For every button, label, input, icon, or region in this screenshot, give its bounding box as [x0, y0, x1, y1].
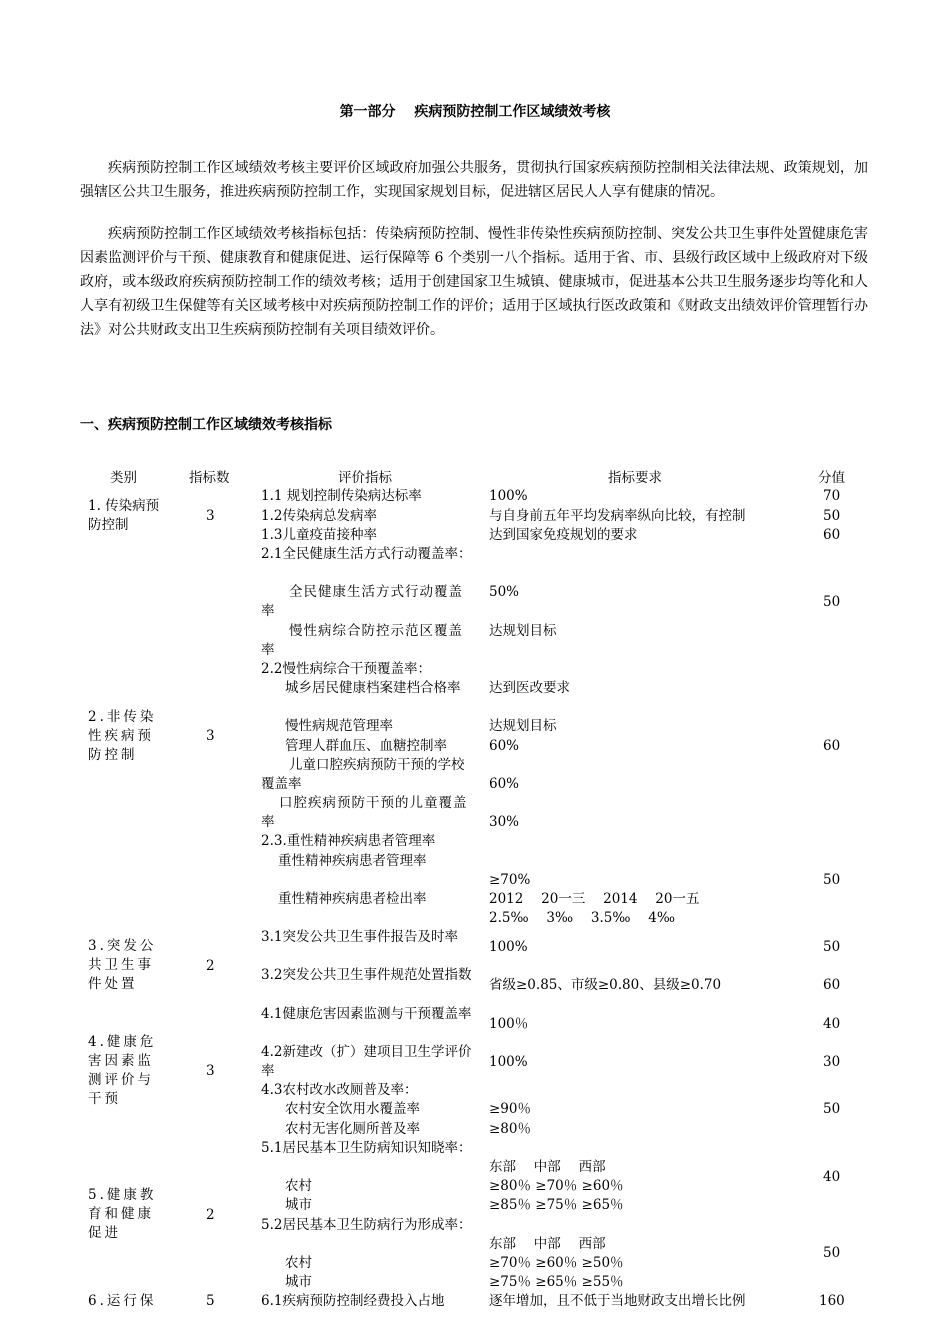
- score-cell: 70: [823, 488, 841, 504]
- category-cell: 2.非传染性疾病预防控制: [88, 709, 157, 763]
- requirement-cell: 逐年增加，且不低于当地财政支出增长比例: [489, 1293, 746, 1309]
- category-cell: 3.突发公共卫生事件处置: [88, 938, 157, 992]
- requirement-cell: 2012 20一三 2014 20一五: [489, 891, 700, 907]
- requirement-cell: 60%: [489, 738, 520, 754]
- indicator-cell: 农村: [285, 1255, 312, 1271]
- requirement-cell: ≥70％ ≥60％ ≥50％: [489, 1255, 624, 1271]
- indicator-cell: 城市: [285, 1197, 312, 1213]
- requirement-cell: 达到国家免疫规划的要求: [489, 527, 638, 543]
- requirement-cell: 50%: [489, 584, 520, 600]
- indicator-cell: 3.2突发公共卫生事件规范处置指数: [261, 967, 472, 983]
- score-cell: 50: [823, 594, 841, 610]
- score-cell: 60: [823, 527, 841, 543]
- count-cell: 3: [206, 1063, 215, 1079]
- intro-paragraph-2: 疾病预防控制工作区域绩效考核指标包括：传染病预防控制、慢性非传染性疾病预防控制、突发公共卫生事件处置健康危害因素监测评价与干预、健康教育和健康促进、运行保障等 6 个类别一八个指标。适用于省、市、县级行政区域中上级政府对下级政府，或本级政府疾病预防控制工作的绩效考核；适用于创建国家卫生城镇、健康城市，促进基本公共卫生服务逐步均等化和人人享有初级卫生保健等有关区域考核中对疾病预防控制工作的评价；适用于区域执行医改政策和《财政支出绩效评价管理暂行办法》对公共财政支出卫生疾病预防控制有关项目绩效评价。: [80, 226, 868, 338]
- indicator-cell: 4.3农村改水改厕普及率：: [261, 1082, 418, 1098]
- score-cell: 40: [823, 1016, 841, 1032]
- indicator-cell: 慢性病规范管理率: [285, 718, 393, 734]
- indicator-cell: 1.3儿童疫苗接种率: [261, 527, 377, 543]
- score-cell: 60: [823, 977, 841, 993]
- requirement-cell: 达规划目标: [489, 623, 557, 639]
- intro-paragraph-1: 疾病预防控制工作区域绩效考核主要评价区域政府加强公共服务，贯彻执行国家疾病预防控制相关法律法规、政策规划，加强辖区公共卫生服务，推进疾病预防控制工作，实现国家规划目标，促进辖区居民人人享有健康的情况。: [80, 160, 868, 200]
- count-cell: 3: [206, 728, 215, 744]
- requirement-cell: 100%: [489, 488, 528, 504]
- header-count: 指标数: [189, 470, 230, 486]
- category-cell: 4.健康危害因素监测评价与干预: [88, 1034, 157, 1107]
- indicator-cell: 2.2慢性病综合干预覆盖率：: [261, 661, 431, 677]
- requirement-cell: ≥80％: [489, 1121, 531, 1137]
- requirement-cell: 东部 中部 西部: [489, 1159, 606, 1175]
- category-cell: 1. 传染病预防控制: [88, 498, 160, 533]
- requirement-cell: 与自身前五年平均发病率纵向比较，有控制: [489, 508, 746, 524]
- section-heading: 一、疾病预防控制工作区域绩效考核指标: [80, 417, 332, 433]
- indicator-cell: 3.1突发公共卫生事件报告及时率: [261, 929, 458, 945]
- requirement-cell: 东部 中部 西部: [489, 1236, 606, 1252]
- indicator-cell: 全民健康生活方式行动覆盖率: [261, 584, 463, 619]
- indicator-cell: 1.1 规划控制传染病达标率: [261, 488, 422, 504]
- indicator-cell: 城乡居民健康档案建档合格率: [285, 680, 461, 696]
- requirement-cell: 省级≥0.85、市级≥0.80、县级≥0.70: [489, 977, 722, 993]
- count-cell: 3: [206, 508, 215, 524]
- requirement-cell: 30%: [489, 814, 520, 830]
- indicator-cell: 4.2新建改（扩）建项目卫生学评价率: [261, 1044, 472, 1079]
- score-cell: 50: [823, 508, 841, 524]
- count-cell: 2: [206, 1207, 215, 1223]
- requirement-cell: 100%: [489, 939, 528, 955]
- score-cell: 50: [823, 1245, 841, 1261]
- requirement-cell: ≥80％ ≥70％ ≥60％: [489, 1178, 624, 1194]
- indicator-cell: 慢性病综合防控示范区覆盖率: [261, 623, 463, 658]
- indicator-cell: 5.2居民基本卫生防病行为形成率：: [261, 1217, 472, 1233]
- header-requirement: 指标要求: [608, 470, 662, 486]
- requirement-cell: 2.5‰ 3‰ 3.5‰ 4‰: [489, 910, 675, 926]
- requirement-cell: 100%: [489, 1054, 528, 1070]
- requirement-cell: 达规划目标: [489, 718, 557, 734]
- requirement-cell: ≥70%: [489, 872, 531, 888]
- requirement-cell: ≥90％: [489, 1101, 531, 1117]
- indicator-cell: 重性精神疾病患者管理率: [278, 853, 427, 869]
- count-cell: 2: [206, 958, 215, 974]
- page-title: 第一部分 疾病预防控制工作区域绩效考核: [339, 104, 611, 120]
- category-cell: 6.运行保: [88, 1293, 157, 1309]
- indicator-cell: 农村无害化厕所普及率: [285, 1121, 420, 1137]
- indicator-cell: 5.1居民基本卫生防病知识知晓率：: [261, 1140, 472, 1156]
- indicator-cell: 城市: [285, 1274, 312, 1290]
- category-cell: 5.健康教育和健康促进: [88, 1187, 157, 1241]
- header-indicator: 评价指标: [338, 470, 392, 486]
- indicator-cell: 重性精神疾病患者检出率: [278, 891, 427, 907]
- requirement-cell: 达到医改要求: [489, 680, 570, 696]
- indicator-cell: 1.2传染病总发病率: [261, 508, 377, 524]
- score-cell: 50: [823, 1101, 841, 1117]
- score-cell: 30: [823, 1054, 841, 1070]
- indicator-cell: 农村: [285, 1178, 312, 1194]
- indicator-cell: 口腔疾病预防干预的儿童覆盖率: [261, 795, 468, 830]
- indicator-cell: 6.1疾病预防控制经费投入占地: [261, 1293, 445, 1309]
- indicator-cell: 农村安全饮用水覆盖率: [285, 1101, 420, 1117]
- header-score: 分值: [818, 470, 845, 486]
- score-cell: 50: [823, 939, 841, 955]
- score-cell: 160: [819, 1293, 845, 1309]
- requirement-cell: ≥85％ ≥75％ ≥65％: [489, 1197, 624, 1213]
- score-cell: 40: [823, 1169, 841, 1185]
- header-category: 类别: [110, 470, 137, 486]
- requirement-cell: ≥75％ ≥65％ ≥55％: [489, 1274, 624, 1290]
- indicator-cell: 儿童口腔疾病预防干预的学校覆盖率: [261, 757, 465, 792]
- count-cell: 5: [206, 1293, 215, 1309]
- indicator-cell: 2.3.重性精神疾病患者管理率: [261, 833, 436, 849]
- indicator-cell: 4.1健康危害因素监测与干预覆盖率: [261, 1006, 472, 1022]
- score-cell: 60: [823, 738, 841, 754]
- requirement-cell: 60%: [489, 776, 520, 792]
- score-cell: 50: [823, 872, 841, 888]
- indicator-cell: 2.1全民健康生活方式行动覆盖率：: [261, 546, 472, 562]
- indicator-cell: 管理人群血压、血糖控制率: [285, 738, 447, 754]
- requirement-cell: 100％: [489, 1016, 529, 1032]
